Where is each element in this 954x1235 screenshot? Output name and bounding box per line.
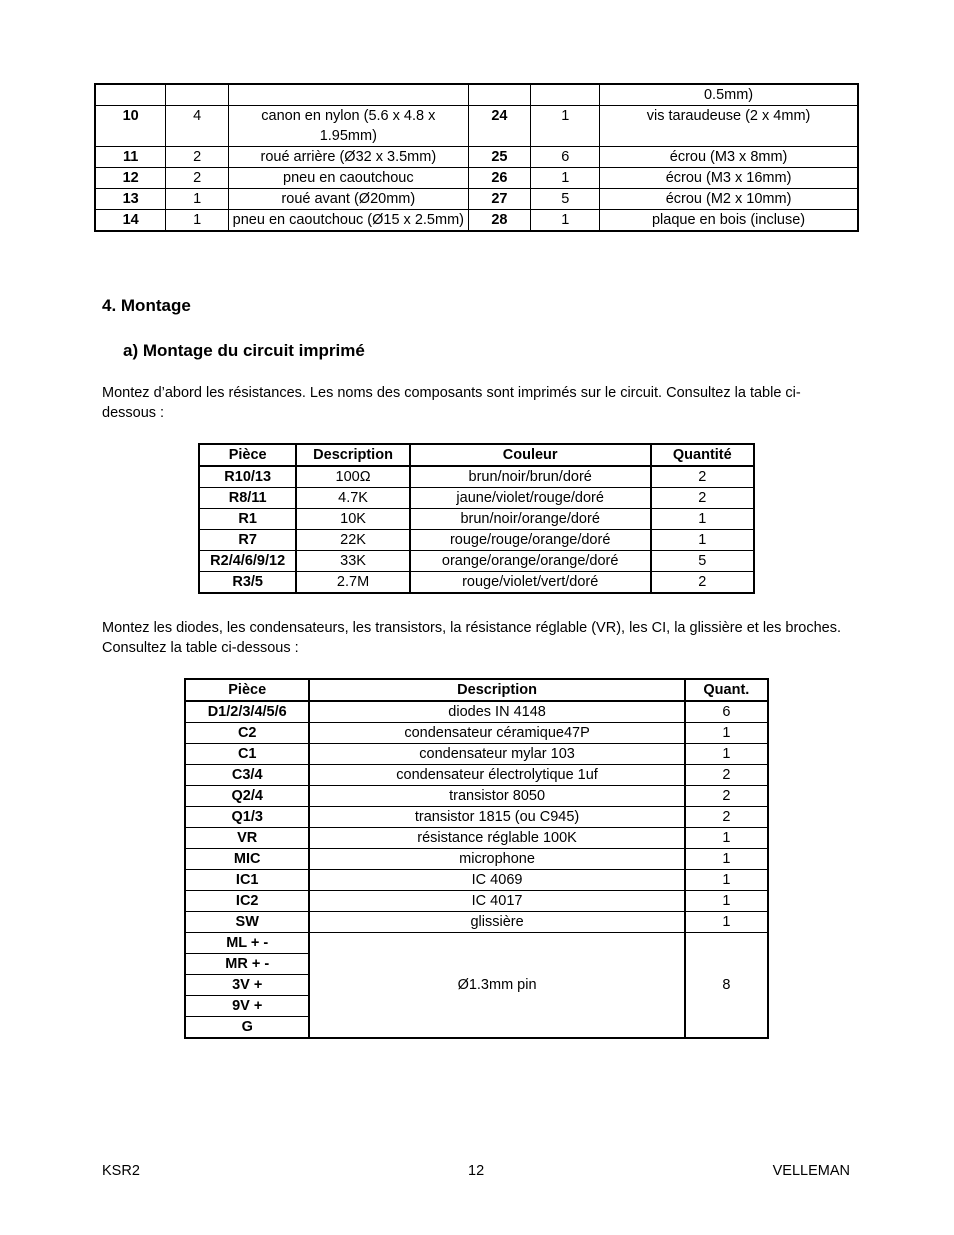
component-quantity: 1 [685, 870, 768, 891]
part-quantity [531, 84, 600, 106]
table-row [185, 701, 768, 723]
resistor-color: brun/noir/brun/doré [410, 466, 651, 488]
resistor-value: 100Ω [296, 466, 409, 488]
table-row [185, 933, 768, 954]
column-header: Couleur [410, 444, 651, 466]
resistor-color: rouge/violet/vert/doré [410, 572, 651, 594]
component-piece: IC1 [185, 870, 309, 891]
component-piece: Q2/4 [185, 786, 309, 807]
component-piece: MIC [185, 849, 309, 870]
resistor-piece: R2/4/6/9/12 [199, 551, 296, 572]
part-quantity: 5 [531, 189, 600, 210]
table-row [95, 168, 858, 189]
pin-quantity: 8 [685, 933, 768, 1039]
part-description: écrou (M2 x 10mm) [600, 189, 858, 210]
component-quantity: 6 [685, 701, 768, 723]
component-description: transistor 8050 [309, 786, 684, 807]
column-header: Pièce [199, 444, 296, 466]
footer-page-number: 12 [468, 1163, 485, 1179]
column-header: Quant. [685, 679, 768, 701]
part-description [229, 84, 468, 106]
resistor-piece: R3/5 [199, 572, 296, 594]
component-piece: G [185, 1017, 309, 1039]
part-number [95, 84, 166, 106]
table-row [199, 509, 754, 530]
part-quantity: 1 [166, 189, 229, 210]
component-table-body [185, 701, 768, 1038]
table-row [185, 807, 768, 828]
resistor-table-body [199, 466, 754, 593]
resistor-quantity: 5 [651, 551, 754, 572]
component-piece: MR + - [185, 954, 309, 975]
part-quantity: 6 [531, 147, 600, 168]
part-quantity: 1 [166, 210, 229, 232]
table-row [185, 786, 768, 807]
part-number: 25 [468, 147, 531, 168]
component-piece: IC2 [185, 891, 309, 912]
resistor-color: orange/orange/orange/doré [410, 551, 651, 572]
part-number: 27 [468, 189, 531, 210]
component-description: condensateur électrolytique 1uf [309, 765, 684, 786]
resistor-piece: R10/13 [199, 466, 296, 488]
part-number: 28 [468, 210, 531, 232]
component-piece: C1 [185, 744, 309, 765]
table-row [95, 106, 858, 147]
column-header: Description [296, 444, 409, 466]
resistor-quantity: 1 [651, 509, 754, 530]
component-piece: SW [185, 912, 309, 933]
component-piece: C2 [185, 723, 309, 744]
part-number: 13 [95, 189, 166, 210]
resistor-color: jaune/violet/rouge/doré [410, 488, 651, 509]
table-row [199, 488, 754, 509]
component-quantity: 1 [685, 849, 768, 870]
part-quantity: 2 [166, 147, 229, 168]
part-quantity: 4 [166, 106, 229, 147]
part-number: 10 [95, 106, 166, 147]
component-description: transistor 1815 (ou C945) [309, 807, 684, 828]
resistor-value: 10K [296, 509, 409, 530]
part-quantity: 2 [166, 168, 229, 189]
component-description: condensateur mylar 103 [309, 744, 684, 765]
table-row [185, 765, 768, 786]
component-quantity: 2 [685, 765, 768, 786]
section-heading: 4. Montage [102, 296, 191, 315]
component-piece: ML + - [185, 933, 309, 954]
component-piece: VR [185, 828, 309, 849]
table-row [185, 828, 768, 849]
resistor-piece: R8/11 [199, 488, 296, 509]
component-piece: 3V + [185, 975, 309, 996]
subsection-heading: a) Montage du circuit imprimé [123, 341, 365, 360]
footer-brand: VELLEMAN [772, 1163, 850, 1179]
table-row [199, 551, 754, 572]
table-row [185, 912, 768, 933]
resistor-quantity: 2 [651, 466, 754, 488]
component-piece: 9V + [185, 996, 309, 1017]
component-description: glissière [309, 912, 684, 933]
component-quantity: 2 [685, 786, 768, 807]
resistor-table [198, 443, 755, 594]
part-description: 0.5mm) [600, 84, 858, 106]
component-quantity: 1 [685, 744, 768, 765]
component-quantity: 1 [685, 828, 768, 849]
component-quantity: 2 [685, 807, 768, 828]
component-description: microphone [309, 849, 684, 870]
component-description: diodes IN 4148 [309, 701, 684, 723]
table-row [95, 147, 858, 168]
part-number: 12 [95, 168, 166, 189]
resistor-value: 33K [296, 551, 409, 572]
component-description: résistance réglable 100K [309, 828, 684, 849]
part-number: 14 [95, 210, 166, 232]
resistor-table-header [199, 444, 754, 466]
part-description: pneu en caoutchouc [229, 168, 468, 189]
component-piece: Q1/3 [185, 807, 309, 828]
component-instructions: Montez les diodes, les condensateurs, les transistors, la résistance réglable (VR), les CI, la glissière et les broches. Consultez la table ci-dessous : [102, 620, 842, 656]
component-quantity: 1 [685, 912, 768, 933]
component-description: condensateur céramique47P [309, 723, 684, 744]
component-table-header [185, 679, 768, 701]
parts-table-body [95, 84, 858, 231]
component-description: IC 4069 [309, 870, 684, 891]
resistor-value: 2.7M [296, 572, 409, 594]
component-piece: C3/4 [185, 765, 309, 786]
table-row [199, 466, 754, 488]
table-row [95, 84, 858, 106]
table-row [95, 189, 858, 210]
component-table [184, 678, 769, 1039]
table-row [185, 849, 768, 870]
part-description: roué arrière (Ø32 x 3.5mm) [229, 147, 468, 168]
column-header: Pièce [185, 679, 309, 701]
part-description: vis taraudeuse (2 x 4mm) [600, 106, 858, 147]
component-quantity: 1 [685, 891, 768, 912]
part-quantity [166, 84, 229, 106]
part-description: plaque en bois (incluse) [600, 210, 858, 232]
resistor-color: brun/noir/orange/doré [410, 509, 651, 530]
table-row [185, 870, 768, 891]
part-number [468, 84, 531, 106]
component-description: IC 4017 [309, 891, 684, 912]
pin-description: Ø1.3mm pin [309, 933, 684, 1039]
part-description: canon en nylon (5.6 x 4.8 x 1.95mm) [229, 106, 468, 147]
table-row [95, 210, 858, 232]
resistor-color: rouge/rouge/orange/doré [410, 530, 651, 551]
resistor-quantity: 2 [651, 488, 754, 509]
resistor-quantity: 1 [651, 530, 754, 551]
table-row [199, 572, 754, 594]
part-number: 26 [468, 168, 531, 189]
part-description: écrou (M3 x 16mm) [600, 168, 858, 189]
part-description: roué avant (Ø20mm) [229, 189, 468, 210]
table-row [185, 723, 768, 744]
table-row [185, 891, 768, 912]
resistor-value: 4.7K [296, 488, 409, 509]
column-header: Quantité [651, 444, 754, 466]
column-header: Description [309, 679, 684, 701]
component-quantity: 1 [685, 723, 768, 744]
part-number: 24 [468, 106, 531, 147]
parts-table [94, 83, 859, 232]
resistor-instructions: Montez d’abord les résistances. Les noms des composants sont imprimés sur le circuit. Consultez la table ci-dessous : [102, 385, 801, 421]
part-quantity: 1 [531, 106, 600, 147]
part-number: 11 [95, 147, 166, 168]
table-row [199, 530, 754, 551]
resistor-quantity: 2 [651, 572, 754, 594]
resistor-value: 22K [296, 530, 409, 551]
footer-model: KSR2 [102, 1163, 140, 1179]
part-description: écrou (M3 x 8mm) [600, 147, 858, 168]
resistor-piece: R7 [199, 530, 296, 551]
table-row [185, 744, 768, 765]
part-quantity: 1 [531, 210, 600, 232]
part-quantity: 1 [531, 168, 600, 189]
resistor-piece: R1 [199, 509, 296, 530]
component-piece: D1/2/3/4/5/6 [185, 701, 309, 723]
part-description: pneu en caoutchouc (Ø15 x 2.5mm) [229, 210, 468, 232]
